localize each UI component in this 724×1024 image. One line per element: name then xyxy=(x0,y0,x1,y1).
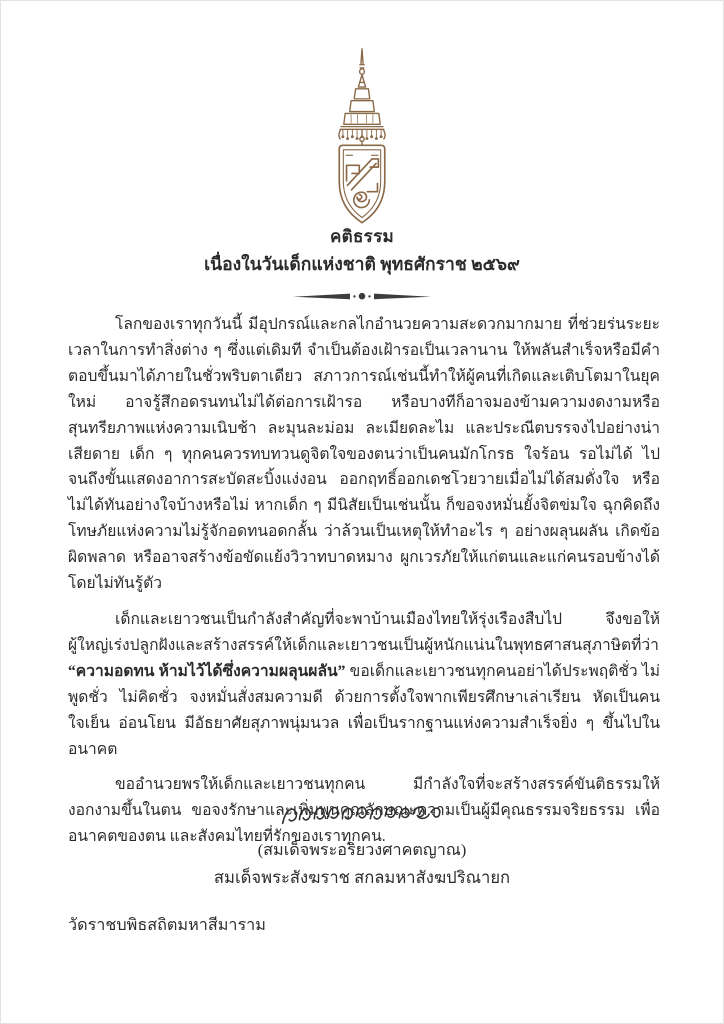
signature-block xyxy=(1,795,723,891)
signatory-name: (สมเด็จพระอริยวงศาคตญาณ) xyxy=(257,841,467,859)
temple-name: วัดราชบพิธสถิตมหาสีมาราม xyxy=(68,916,266,934)
body-paragraph: ขออำนวยพรให้เด็กและเยาวชนทุกคน มีกำลังใจที่จะสร้างสรรค์ขันติธรรมให้งอกงามขึ้นในตน ขอจงรักษาและเพิ่มพูนคุณลักษณะความเป็นผู้มีคุณธรรมจริยธรรม เพื่ออนาคตของตน และสังคมไทยที่รักของเราทุกคน. xyxy=(68,776,660,846)
ornamental-divider-icon xyxy=(1,288,723,304)
body-paragraph: เด็กและเยาวชนเป็นกำลังสำคัญที่จะพาบ้านเมืองไทยให้รุ่งเรืองสืบไป จึงขอให้ผู้ใหญ่เร่งปลูกฝังและสร้างสรรค์ให้เด็กและเยาวชนเป็นผู้หนักแน่นในพุทธศาสนสุภาษิตที่ว่า “ความอดทน ห้ามไว้ได้ซึ่งความผลุนผลัน” ขอเด็กและเยาวชนทุกคนอย่าได้ประพฤติชั่ว ไม่พูดชั่ว ไม่คิดชั่ว จงหมั่นสั่งสมความดี ด้วยการตั้งใจพากเพียรศึกษาเล่าเรียน หัดเป็นคนใจเย็น อ่อนโยน มีอัธยาศัยสุภาพนุ่มนวล เพื่อเป็นรากฐานแห่งความสำเร็จยิ่ง ๆ ขึ้นไปในอนาคต xyxy=(68,610,660,758)
document-title: คติธรรม xyxy=(329,227,395,246)
supreme-patriarch-emblem-icon xyxy=(1,47,723,229)
signatory-title: สมเด็จพระสังฆราช สกลมหาสังฆปริณายก xyxy=(213,868,511,887)
handwritten-signature-icon xyxy=(278,795,446,835)
body-paragraph: โลกของเราทุกวันนี้ มีอุปกรณ์และกลไกอำนวยความสะดวกมากมาย ที่ช่วยร่นระยะเวลาในการทำสิ่งต่าง ๆ ซึ่งแต่เดิมที จำเป็นต้องเฝ้ารอเป็นเวลานาน ให้พลันสำเร็จหรือมีคำตอบขึ้นมาได้ภายในชั่วพริบตาเดียว สภาวการณ์เช่นนี้ทำให้ผู้คนที่เกิดและเติบโตมาในยุคใหม่ อาจรู้สึกอดรนทนไม่ได้ต่อการเฝ้ารอ หรือบางทีก็อาจมองข้ามความงดงามหรือสุนทรียภาพแห่งความเนิบช้า ละมุนละม่อม ละเมียดละไม และประณีตบรรจงไปอย่างน่าเสียดาย เด็ก ๆ ทุกคนควรทบทวนดูจิตใจของตนว่าเป็นคนมักโกรธ ใจร้อน รอไม่ได้ ไปจนถึงขั้นแสดงอาการสะบัดสะบิ้งแง่งอน ออกฤทธิ์ออกเดชโวยวายเมื่อไม่ได้สมดั่งใจ หรือไม่ได้ทันอย่างใจบ้างหรือไม่ หากเด็ก ๆ มีนิสัยเป็นเช่นนั้น ก็ขอจงหมั่นยั้งจิตข่มใจ ฉุกคิดถึงโทษภัยแห่งความไม่รู้จักอดทนอดกลั้น ว่าล้วนเป็นเหตุให้ทำอะไร ๆ อย่างผลุนผลัน เกิดข้อผิดพลาด หรืออาจสร้างข้อขัดแย้งวิวาทบาดหมาง ผูกเวรภัยให้แก่ตนและแก่คนรอบข้างได้โดยไม่ทันรู้ตัว xyxy=(68,316,660,593)
document-subtitle: เนื่องในวันเด็กแห่งชาติ พุทธศักราช ๒๕๖๙ xyxy=(204,254,520,274)
document-body xyxy=(68,312,660,860)
